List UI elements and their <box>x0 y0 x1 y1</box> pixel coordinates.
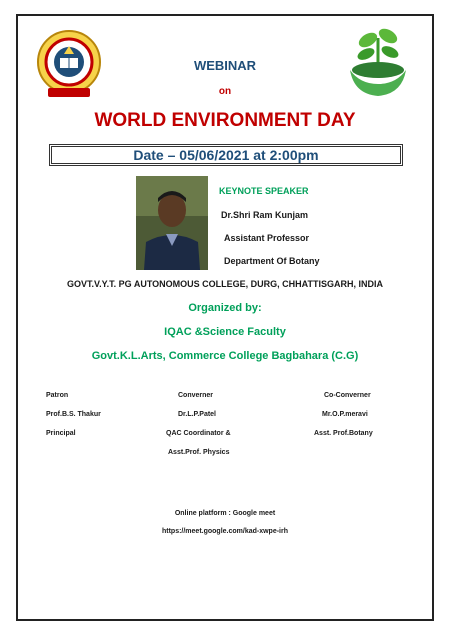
speaker-college: GOVT.V.Y.T. PG AUTONOMOUS COLLEGE, DURG, CHHATTISGARH, INDIA <box>66 279 384 289</box>
page-title: WORLD ENVIRONMENT DAY <box>94 110 356 131</box>
converner-title: QAC Coordinator & <box>166 430 231 437</box>
meeting-link[interactable]: https://meet.google.com/kad-xwpe-irh <box>161 528 288 535</box>
converner-name: Dr.L.P.Patel <box>178 411 217 418</box>
webinar-label: WEBINAR <box>193 58 257 73</box>
organizer-line-2: Govt.K.L.Arts, Commerce College Bagbahara (C.G) <box>91 350 359 362</box>
patron-name: Prof.B.S. Thakur <box>46 411 101 418</box>
patron-role: Patron <box>46 392 69 399</box>
speaker-photo <box>136 176 208 270</box>
coconverner-role: Co-Converner <box>324 392 371 399</box>
speaker-name: Dr.Shri Ram Kunjam <box>221 210 309 220</box>
keynote-heading: KEYNOTE SPEAKER <box>219 186 309 196</box>
speaker-department: Department Of Botany <box>224 256 320 266</box>
patron-title: Principal <box>46 430 76 437</box>
online-platform: Online platform : Google meet <box>174 510 276 517</box>
connector-text: on <box>218 86 232 97</box>
converner-title-2: Asst.Prof. Physics <box>168 449 230 456</box>
converner-role: Converner <box>178 392 214 399</box>
speaker-designation: Assistant Professor <box>224 233 310 243</box>
coconverner-title: Asst. Prof.Botany <box>314 430 373 437</box>
date-banner: Date – 05/06/2021 at 2:00pm <box>49 144 403 166</box>
organizer-line-1: IQAC &Science Faculty <box>164 326 286 338</box>
coconverner-name: Mr.O.P.meravi <box>322 411 368 418</box>
organized-by-heading: Organized by: <box>188 302 262 314</box>
